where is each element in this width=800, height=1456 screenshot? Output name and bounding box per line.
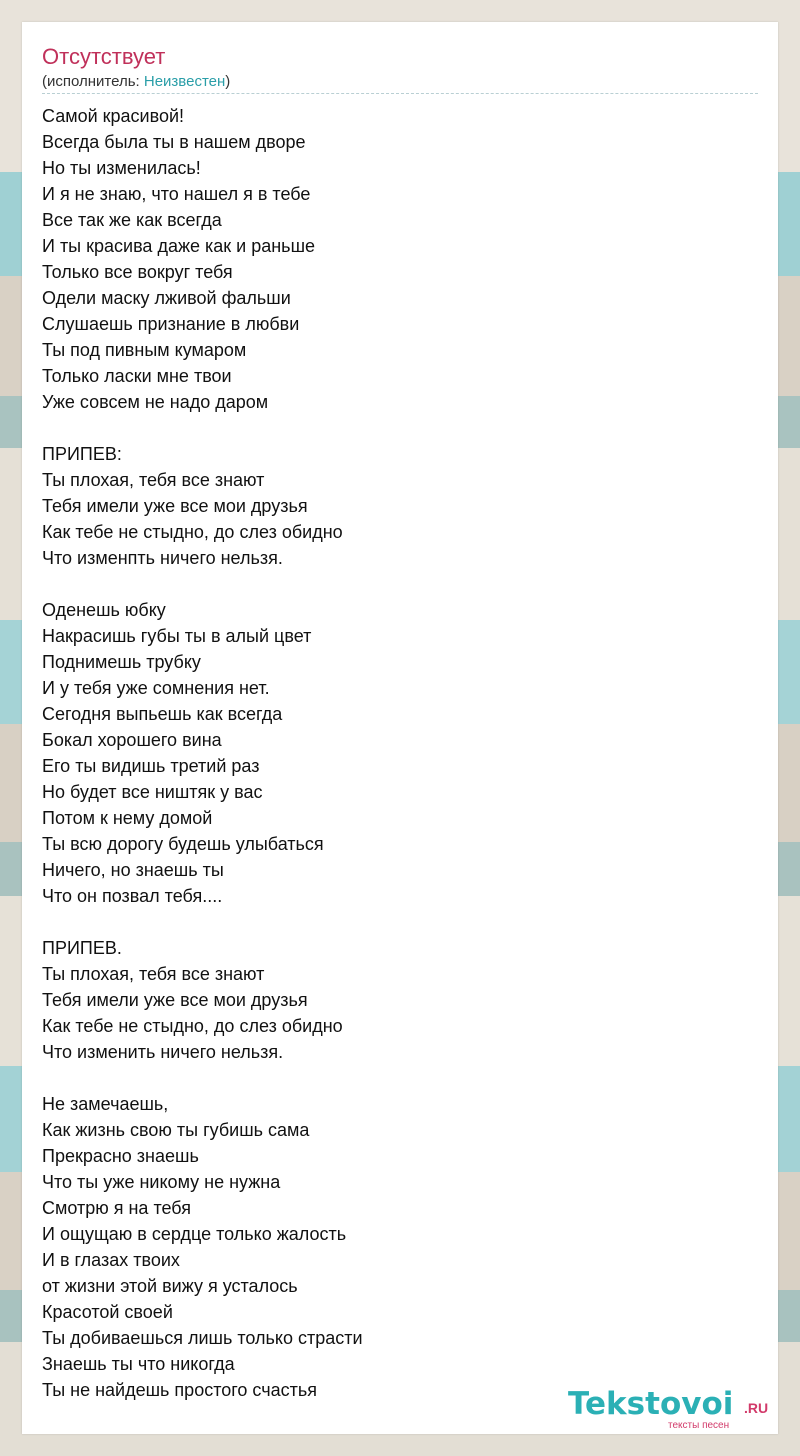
lyric-line: И у тебя уже сомнения нет.: [42, 678, 270, 698]
lyric-line: Тебя имели уже все мои друзья: [42, 990, 308, 1010]
lyric-line: Все так же как всегда: [42, 210, 222, 230]
lyric-line: Ты добиваешься лишь только страсти: [42, 1328, 363, 1348]
lyric-line: Что ты уже никому не нужна: [42, 1172, 281, 1192]
lyric-line: ПРИПЕВ:: [42, 444, 122, 464]
lyric-line: Ничего, но знаешь ты: [42, 860, 224, 880]
lyric-line: [42, 1065, 758, 1091]
lyric-line: ПРИПЕВ.: [42, 938, 122, 958]
lyric-line: Накрасишь губы ты в алый цвет: [42, 626, 312, 646]
lyric-line: Ты не найдешь простого счастья: [42, 1380, 317, 1400]
lyric-line: Как тебе не стыдно, до слез обидно: [42, 522, 343, 542]
lyric-line: Сегодня выпьешь как всегда: [42, 704, 283, 724]
lyric-line: Но будет все ништяк у вас: [42, 782, 263, 802]
lyric-line: Его ты видишь третий раз: [42, 756, 260, 776]
site-logo[interactable]: [568, 1386, 778, 1434]
lyric-line: И в глазах твоих: [42, 1250, 180, 1270]
lyric-line: Только ласки мне твои: [42, 366, 232, 386]
lyric-line: Что он позвал тебя....: [42, 886, 223, 906]
lyric-line: И ощущаю в сердце только жалость: [42, 1224, 347, 1244]
lyric-line: Оденешь юбку: [42, 600, 166, 620]
lyric-line: Уже совсем не надо даром: [42, 392, 269, 412]
lyric-line: Слушаешь признание в любви: [42, 314, 300, 334]
lyric-line: Как жизнь свою ты губишь сама: [42, 1120, 310, 1140]
lyric-line: [42, 909, 758, 935]
lyric-line: Ты под пивным кумаром: [42, 340, 247, 360]
lyric-line: Поднимешь трубку: [42, 652, 201, 672]
lyric-line: Бокал хорошего вина: [42, 730, 222, 750]
lyric-line: Как тебе не стыдно, до слез обидно: [42, 1016, 343, 1036]
lyric-line: Одели маску лживой фальши: [42, 288, 291, 308]
lyric-line: Ты всю дорогу будешь улыбаться: [42, 834, 324, 854]
lyric-line: Ты плохая, тебя все знают: [42, 964, 265, 984]
lyric-line: Только все вокруг тебя: [42, 262, 233, 282]
lyric-line: Что изменить ничего нельзя.: [42, 1042, 284, 1062]
artist-line: [42, 72, 230, 92]
lyric-line: Знаешь ты что никогда: [42, 1354, 235, 1374]
lyric-line: И я не знаю, что нашел я в тебе: [42, 184, 311, 204]
lyrics-card: [22, 22, 778, 1434]
lyric-line: Тебя имели уже все мои друзья: [42, 496, 308, 516]
lyric-line: Что изменпть ничего нельзя.: [42, 548, 283, 568]
title-divider: [42, 93, 758, 94]
lyric-line: Прекрасно знаешь: [42, 1146, 199, 1166]
artist-prefix: (исполнитель:: [42, 73, 144, 90]
lyric-line: Потом к нему домой: [42, 808, 213, 828]
lyric-line: [42, 415, 758, 441]
lyric-line: Ты плохая, тебя все знают: [42, 470, 265, 490]
lyric-line: от жизни этой вижу я усталось: [42, 1276, 298, 1296]
lyric-line: Всегда была ты в нашем дворе: [42, 132, 306, 152]
logo-wordmark: Tekstovoi: [568, 1386, 734, 1422]
lyric-line: Самой красивой!: [42, 106, 185, 126]
logo-tld: .RU: [744, 1400, 769, 1416]
song-title: Отсутствует: [42, 44, 166, 69]
lyric-line: Смотрю я на тебя: [42, 1198, 191, 1218]
artist-suffix: ): [225, 73, 231, 90]
lyric-line: Не замечаешь,: [42, 1094, 169, 1114]
lyric-line: Красотой своей: [42, 1302, 173, 1322]
artist-link[interactable]: Неизвестен: [143, 73, 226, 90]
lyric-line: И ты красива даже как и раньше: [42, 236, 316, 256]
lyric-line: [42, 571, 758, 597]
lyrics-text: [42, 103, 758, 1403]
lyric-line: Но ты изменилась!: [42, 158, 201, 178]
logo-tagline: тексты песен: [668, 1420, 730, 1431]
